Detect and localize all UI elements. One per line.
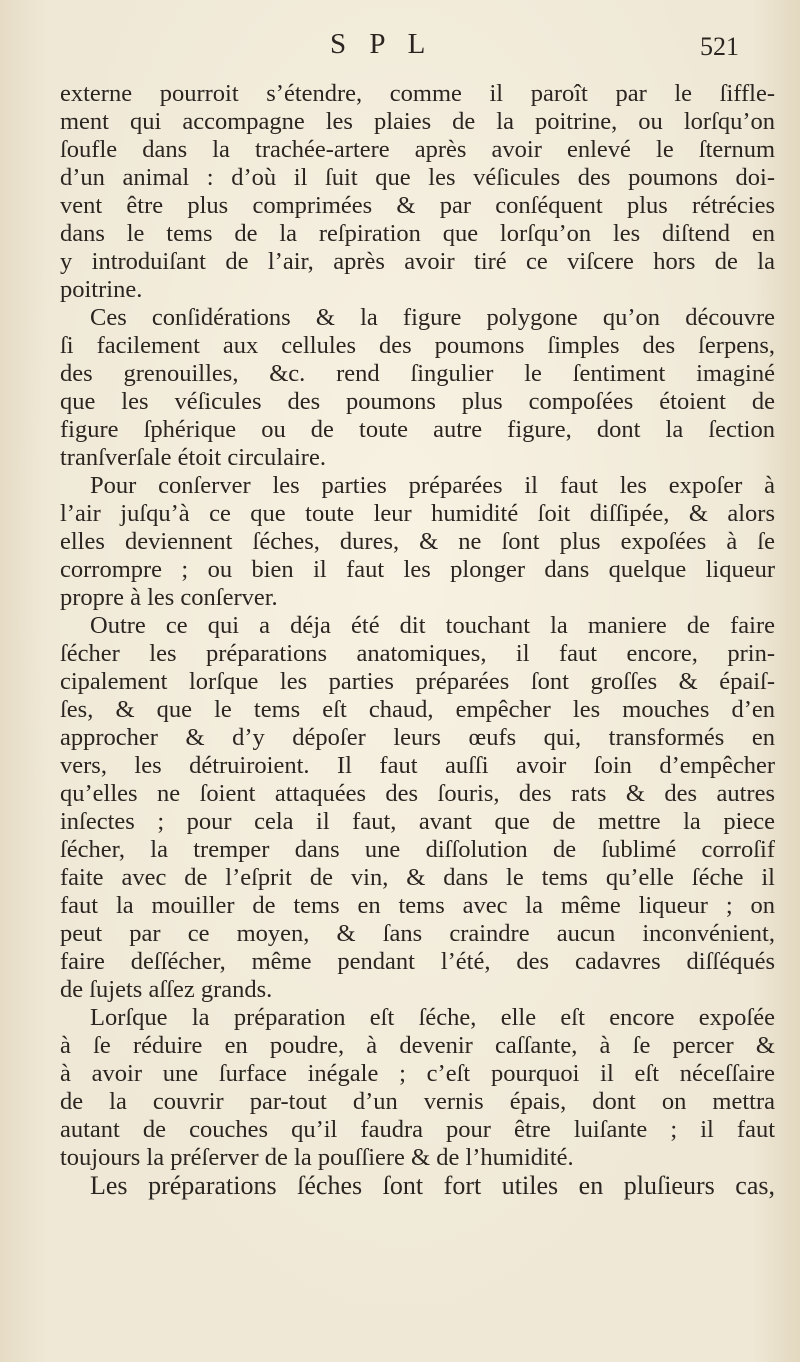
text-line: Pour conſerver les parties préparées il faut les expoſer à	[90, 472, 775, 499]
text-line: autant de couches qu’il faudra pour être luiſante ; il faut	[60, 1116, 775, 1143]
text-line: elles deviennent ſéches, dures, & ne ſont plus expoſées à ſe	[60, 528, 775, 555]
text-line: inſectes ; pour cela il faut, avant que de mettre la piece	[60, 808, 775, 835]
text-line: y introduiſant de l’air, après avoir tiré ce viſcere hors de la	[60, 248, 775, 275]
text-line: qu’elles ne ſoient attaquées des ſouris, des rats & des autres	[60, 780, 775, 807]
text-line: ſoufle dans la trachée-artere après avoir enlevé le ſternum	[60, 136, 775, 163]
text-line: l’air juſqu’à ce que toute leur humidité ſoit diſſipée, & alors	[60, 500, 775, 527]
text-line: corrompre ; ou bien il faut les plonger dans quelque liqueur	[60, 556, 775, 583]
text-line: ſi facilement aux cellules des poumons ſimples des ſerpens,	[60, 332, 775, 359]
text-line: dans le tems de la reſpiration que lorſqu’on les diſtend en	[60, 220, 775, 247]
text-line: faire deſſécher, même pendant l’été, des cadavres diſſéqués	[60, 948, 775, 975]
text-line: vers, les détruiroient. Il faut auſſi avoir ſoin d’empêcher	[60, 752, 775, 779]
text-line: de ſujets aſſez grands.	[60, 976, 273, 1003]
text-line: Les préparations ſéches ſont fort utiles en pluſieurs cas,	[90, 1172, 775, 1200]
text-line: ſécher les préparations anatomiques, il faut encore, prin-	[60, 640, 775, 667]
text-line: approcher & d’y dépoſer leurs œufs qui, transformés en	[60, 724, 775, 751]
text-line: cipalement lorſque les parties préparées ſont groſſes & épaiſ-	[60, 668, 775, 695]
text-line: ſes, & que le tems eſt chaud, empêcher les mouches d’en	[60, 696, 775, 723]
text-line: Outre ce qui a déja été dit touchant la maniere de faire	[90, 612, 775, 639]
text-line: à avoir une ſurface inégale ; c’eſt pourquoi il eſt néceſſaire	[60, 1060, 775, 1087]
page-header	[0, 28, 800, 72]
body-text	[60, 80, 775, 1200]
text-line: que les véſicules des poumons plus compoſées étoient de	[60, 388, 775, 415]
running-head: S P L	[330, 28, 434, 60]
text-line: tranſverſale étoit circulaire.	[60, 444, 326, 471]
text-line: de la couvrir par-tout d’un vernis épais, dont on mettra	[60, 1088, 775, 1115]
text-line: faut la mouiller de tems en tems avec la même liqueur ; on	[60, 892, 775, 919]
text-line: ment qui accompagne les plaies de la poitrine, ou lorſqu’on	[60, 108, 775, 135]
text-line: des grenouilles, &c. rend ſingulier le ſentiment imaginé	[60, 360, 775, 387]
text-line: toujours la préſerver de la pouſſiere & de l’humidité.	[60, 1144, 574, 1171]
text-line: figure ſphérique ou de toute autre figure, dont la ſection	[60, 416, 775, 443]
text-line: vent être plus comprimées & par conſéquent plus rétrécies	[60, 192, 775, 219]
page-number: 521	[700, 32, 739, 61]
text-line: à ſe réduire en poudre, à devenir caſſante, à ſe percer &	[60, 1032, 775, 1059]
text-line: externe pourroit s’étendre, comme il paroît par le ſiffle-	[60, 80, 775, 107]
text-line: Ces conſidérations & la figure polygone qu’on découvre	[90, 304, 775, 331]
text-line: propre à les conſerver.	[60, 584, 278, 611]
text-line: ſécher, la tremper dans une diſſolution de ſublimé corroſif	[60, 836, 775, 863]
text-line: peut par ce moyen, & ſans craindre aucun inconvénient,	[60, 920, 775, 947]
text-line: poitrine.	[60, 276, 143, 303]
text-line: d’un animal : d’où il ſuit que les véſicules des poumons doi-	[60, 164, 775, 191]
text-line: faite avec de l’eſprit de vin, & dans le tems qu’elle ſéche il	[60, 864, 775, 891]
text-line: Lorſque la préparation eſt ſéche, elle eſt encore expoſée	[90, 1004, 775, 1031]
